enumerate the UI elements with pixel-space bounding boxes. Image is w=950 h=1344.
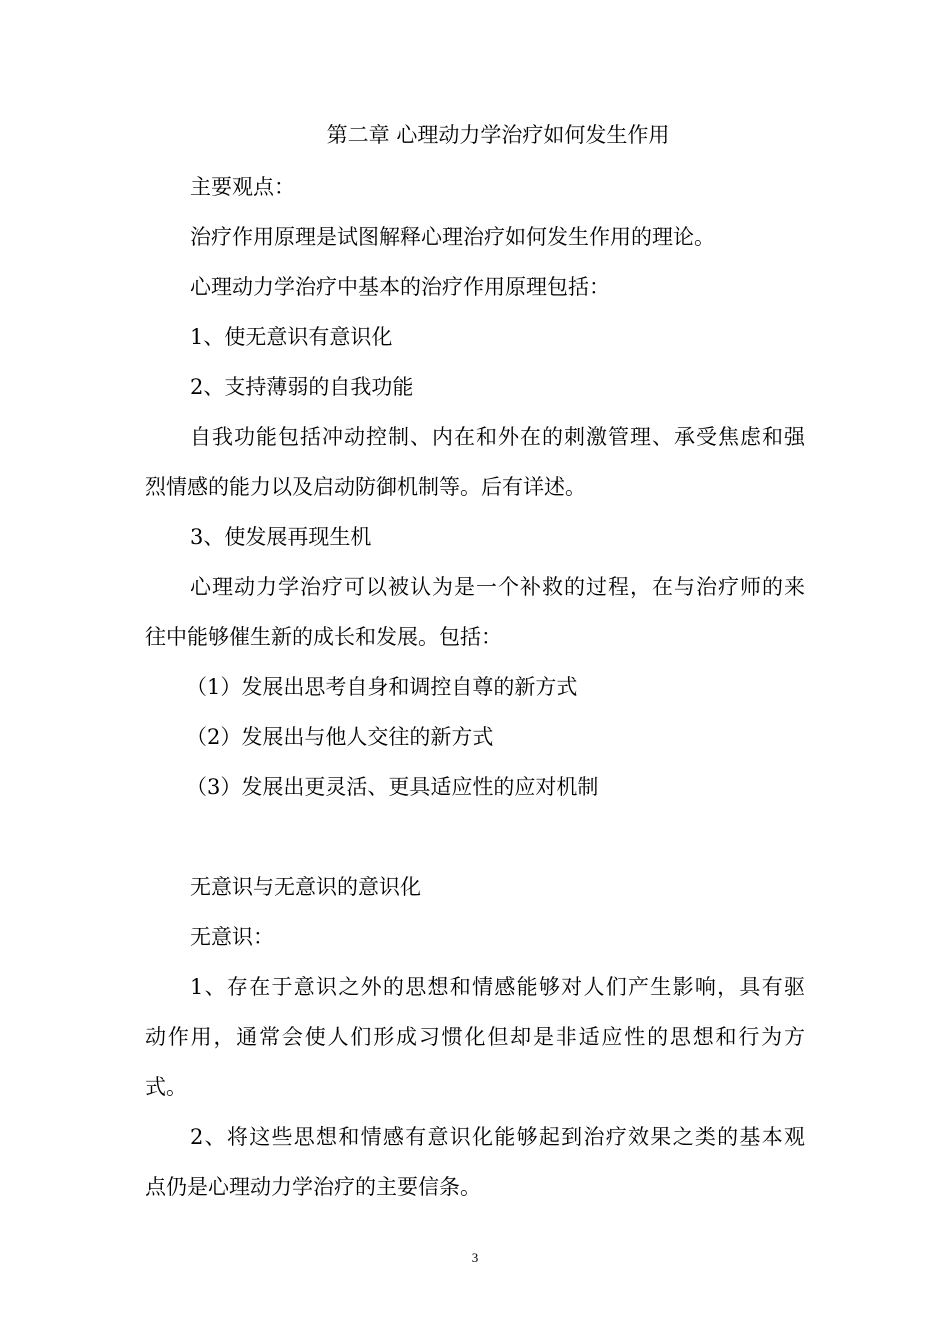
paragraph-text: 2、将这些思想和情感有意识化能够起到治疗效果之类的基本观 [190, 1125, 805, 1149]
paragraph-text: （3）发展出更灵活、更具适应性的应对机制 [186, 775, 599, 799]
paragraph-remedial-line2 [0, 622, 950, 652]
paragraph-text: （2）发展出与他人交往的新方式 [186, 725, 494, 749]
paragraph-text: （1）发展出思考自身和调控自尊的新方式 [186, 675, 578, 699]
paragraph-text: 无意识： [190, 925, 274, 949]
list-item-2 [0, 372, 950, 402]
page-number: 3 [471, 1250, 479, 1265]
paragraph-ego-functions-line2 [0, 472, 950, 502]
paragraph-text: 式。 [145, 1075, 187, 1099]
paragraph-text: 自我功能包括冲动控制、内在和外在的刺激管理、承受焦虑和强 [190, 425, 805, 449]
paragraph-text: 3、使发展再现生机 [190, 525, 372, 549]
paragraph-principles-intro [0, 272, 950, 302]
paragraph-text: 动作用，通常会使人们形成习惯化但却是非适应性的思想和行为方 [145, 1025, 805, 1049]
paragraph-text: 点仍是心理动力学治疗的主要信条。 [145, 1175, 481, 1199]
paragraph-text: 2、支持薄弱的自我功能 [190, 375, 414, 399]
paragraph-main-points [0, 172, 950, 202]
paragraph-unconscious-label [0, 922, 950, 952]
chapter-title-text: 第二章 心理动力学治疗如何发生作用 [326, 123, 670, 147]
paragraph-text: 主要观点： [190, 175, 295, 199]
paragraph-unconscious-1-line1 [0, 972, 950, 1002]
list-item-1 [0, 322, 950, 352]
paragraph-remedial-line1 [0, 572, 950, 602]
paragraph-text: 往中能够催生新的成长和发展。包括： [145, 625, 502, 649]
section-heading-unconscious [0, 872, 950, 902]
paragraph-text: 1、存在于意识之外的思想和情感能够对人们产生影响，具有驱 [190, 975, 805, 999]
paragraph-unconscious-1-line3 [0, 1072, 950, 1102]
chapter-title [0, 120, 950, 150]
paragraph-unconscious-1-line2 [0, 1022, 950, 1052]
paragraph-text: 治疗作用原理是试图解释心理治疗如何发生作用的理论。 [190, 225, 715, 249]
list-item-3 [0, 522, 950, 552]
paragraph-text: 1、使无意识有意识化 [190, 325, 393, 349]
paragraph-text: 烈情感的能力以及启动防御机制等。后有详述。 [145, 475, 586, 499]
paragraph-text: 心理动力学治疗中基本的治疗作用原理包括： [190, 275, 610, 299]
sub-list-item-3 [0, 772, 950, 802]
paragraph-ego-functions-line1 [0, 422, 950, 452]
sub-list-item-2 [0, 722, 950, 752]
sub-list-item-1 [0, 672, 950, 702]
paragraph-definition [0, 222, 950, 252]
paragraph-unconscious-2-line2 [0, 1172, 950, 1202]
paragraph-text: 无意识与无意识的意识化 [190, 875, 421, 899]
paragraph-text: 心理动力学治疗可以被认为是一个补救的过程，在与治疗师的来 [190, 575, 805, 599]
paragraph-unconscious-2-line1 [0, 1122, 950, 1152]
